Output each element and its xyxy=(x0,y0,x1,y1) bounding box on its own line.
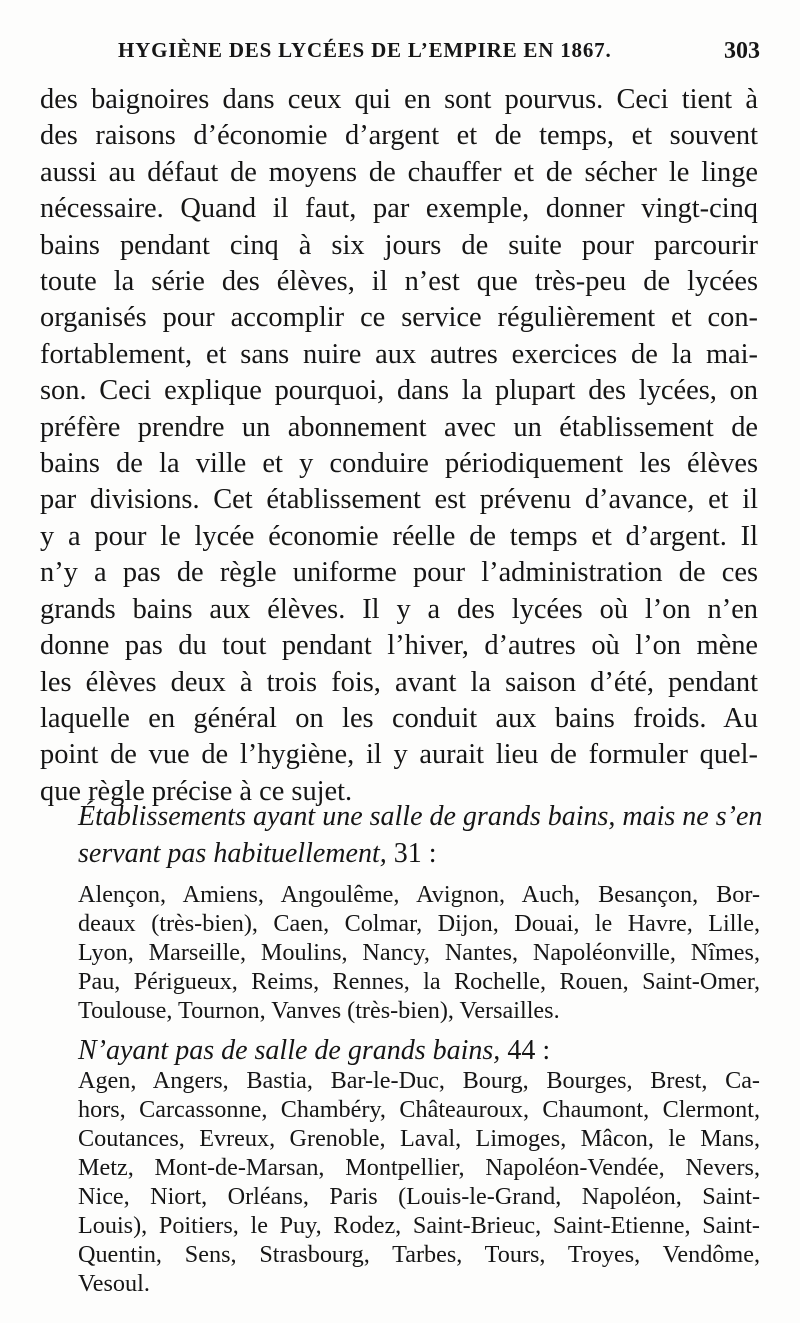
section-heading-without-bath-hall xyxy=(78,1032,760,1069)
list-line: hors, Carcassonne, Chambéry, Châteauroux, Chaumont, Clermont, xyxy=(78,1096,760,1123)
main-paragraph xyxy=(40,82,758,810)
city-list-without-bath-hall xyxy=(78,1066,760,1298)
list-line: Agen, Angers, Bastia, Bar-le-Duc, Bourg, Bourges, Brest, Ca- xyxy=(78,1067,760,1094)
heading-text: servant pas habituellement, xyxy=(78,838,387,869)
text-line: préfère prendre un abonnement avec un établissement de xyxy=(40,411,758,443)
list-line: Metz, Mont-de-Marsan, Montpellier, Napoléon-Vendée, Nevers, xyxy=(78,1154,760,1181)
text-line: bains de la ville et y conduire périodiquement les élèves xyxy=(40,448,758,480)
list-line: Lyon, Marseille, Moulins, Nancy, Nantes, Napoléonville, Nîmes, xyxy=(78,939,760,966)
text-line: nécessaire. Quand il faut, par exemple, donner vingt-cinq xyxy=(40,193,758,225)
running-title: HYGIÈNE DES LYCÉES DE L’EMPIRE EN 1867. xyxy=(118,38,612,62)
text-line: les élèves deux à trois fois, avant la saison d’été, pendant xyxy=(40,666,758,698)
text-line: des baignoires dans ceux qui en sont pourvus. Ceci tient à xyxy=(40,84,758,115)
establishment-count: 44 : xyxy=(507,1035,551,1066)
text-line: aussi au défaut de moyens de chauffer et de sécher le linge xyxy=(40,156,758,188)
text-line: toute la série des élèves, il n’est que très-peu de lycées xyxy=(40,266,758,298)
list-line: Quentin, Sens, Strasbourg, Tarbes, Tours, Troyes, Vendôme, xyxy=(78,1241,760,1268)
city-list-with-bath-hall xyxy=(78,880,760,1025)
list-line: Nice, Niort, Orléans, Paris (Louis-le-Grand, Napoléon, Saint- xyxy=(78,1183,760,1210)
heading-line: Établissements ayant une salle de grands bains, mais ne s’en xyxy=(78,801,763,832)
heading-line xyxy=(78,835,760,872)
text-line: son. Ceci explique pourquoi, dans la plupart des lycées, on xyxy=(40,375,758,407)
text-line: fortablement, et sans nuire aux autres exercices de la mai- xyxy=(40,338,758,370)
establishment-count: 31 : xyxy=(393,838,437,869)
text-line: par divisions. Cet établissement est prévenu d’avance, et il xyxy=(40,484,758,516)
text-line: n’y a pas de règle uniforme pour l’administration de ces xyxy=(40,557,758,589)
list-line: Vesoul. xyxy=(78,1270,150,1297)
text-line: des raisons d’économie d’argent et de temps, et souvent xyxy=(40,120,758,152)
list-line: Louis), Poitiers, le Puy, Rodez, Saint-Brieuc, Saint-Etienne, Saint- xyxy=(78,1212,760,1239)
text-line: organisés pour accomplir ce service régulièrement et con- xyxy=(40,302,758,334)
list-line: deaux (très-bien), Caen, Colmar, Dijon, Douai, le Havre, Lille, xyxy=(78,910,760,937)
text-line: point de vue de l’hygiène, il y aurait lieu de formuler quel- xyxy=(40,739,758,771)
text-line: laquelle en général on les conduit aux bains froids. Au xyxy=(40,702,758,734)
text-line: bains pendant cinq à six jours de suite pour parcourir xyxy=(40,229,758,261)
page-number: 303 xyxy=(724,38,760,64)
list-line: Toulouse, Tournon, Vanves (très-bien), Versailles. xyxy=(78,997,560,1024)
list-line: Alençon, Amiens, Angoulême, Avignon, Auch, Besançon, Bor- xyxy=(78,881,760,908)
section-heading-with-bath-hall xyxy=(78,798,763,872)
heading-line xyxy=(78,1032,760,1069)
list-line: Pau, Périgueux, Reims, Rennes, la Rochelle, Rouen, Saint-Omer, xyxy=(78,968,760,995)
text-line: grands bains aux élèves. Il y a des lycées où l’on n’en xyxy=(40,593,758,625)
text-line: y a pour le lycée économie réelle de temps et d’argent. Il xyxy=(40,520,758,552)
text-line: donne pas du tout pendant l’hiver, d’autres où l’on mène xyxy=(40,630,758,662)
list-line: Coutances, Evreux, Grenoble, Laval, Limoges, Mâcon, le Mans, xyxy=(78,1125,760,1152)
running-header xyxy=(118,38,760,72)
heading-text: N’ayant pas de salle de grands bains, xyxy=(78,1035,501,1066)
text-line: que règle précise à ce sujet. xyxy=(40,775,353,807)
